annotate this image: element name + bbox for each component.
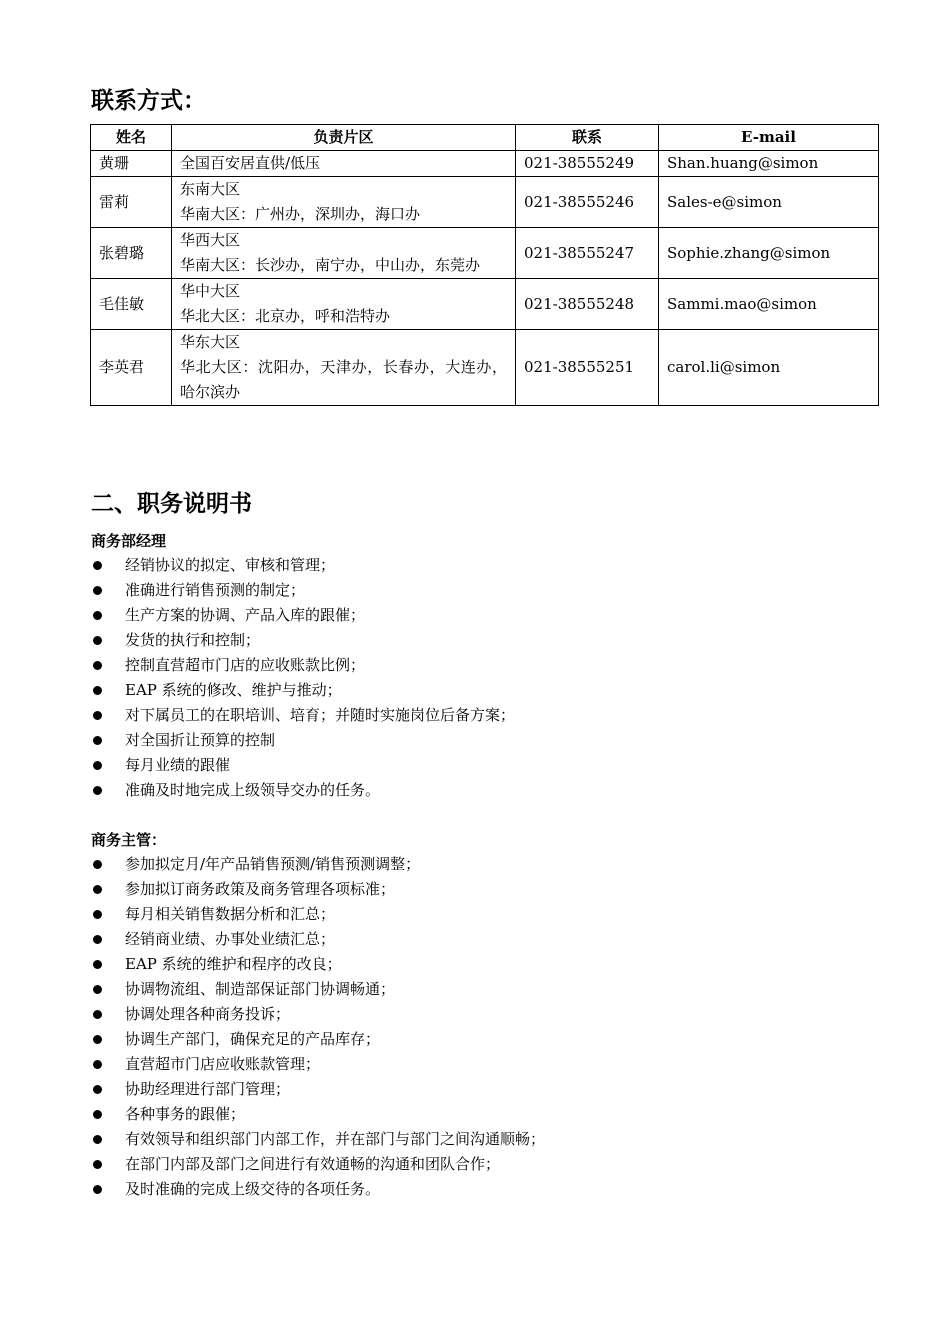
bullet-icon — [93, 1135, 102, 1144]
region-line: 华北大区：沈阳办，天津办，长春办，大连办，哈尔滨办 — [180, 358, 507, 401]
duty-text: 准确进行销售预测的制定； — [125, 581, 306, 599]
bullet-icon — [93, 1160, 102, 1169]
column-header-phone: 联系 — [516, 125, 659, 151]
list-item — [91, 678, 515, 703]
role-title-manager: 商务部经理 — [91, 532, 167, 550]
column-header-email: E-mail — [659, 125, 879, 151]
bullet-icon — [93, 636, 102, 645]
duty-text: EAP 系统的维护和程序的改良； — [125, 955, 342, 973]
cell-name: 黄珊 — [91, 151, 172, 177]
bullet-icon — [93, 686, 102, 695]
bullet-icon — [93, 960, 102, 969]
list-item — [91, 977, 545, 1002]
duty-text: 对全国折让预算的控制 — [125, 731, 276, 749]
duty-text: 协调物流组、制造部保证部门协调畅通； — [125, 980, 396, 998]
table-row — [91, 151, 879, 177]
bullet-icon — [93, 985, 102, 994]
duty-list-supervisor — [91, 852, 545, 1202]
region-line: 东南大区 — [180, 180, 241, 198]
list-item — [91, 753, 515, 778]
list-item — [91, 553, 515, 578]
duty-text: 准确及时地完成上级领导交办的任务。 — [125, 781, 381, 799]
table-row — [91, 330, 879, 406]
duty-text: 参加拟订商务政策及商务管理各项标准； — [125, 880, 396, 898]
list-item — [91, 703, 515, 728]
duty-text: 对下属员工的在职培训、培育；并随时实施岗位后备方案； — [125, 706, 516, 724]
duty-text: 各种事务的跟催； — [125, 1105, 246, 1123]
table-row — [91, 228, 879, 279]
cell-email: carol.li@simon — [659, 330, 879, 406]
region-line: 全国百安居直供/低压 — [180, 154, 321, 172]
duty-text: 有效领导和组织部门内部工作，并在部门与部门之间沟通顺畅； — [125, 1130, 546, 1148]
bullet-icon — [93, 860, 102, 869]
duty-text: 协调生产部门，确保充足的产品库存； — [125, 1030, 381, 1048]
list-item — [91, 1052, 545, 1077]
duty-text: 控制直营超市门店的应收账款比例； — [125, 656, 366, 674]
cell-region — [172, 279, 516, 330]
list-item — [91, 728, 515, 753]
cell-email: Sales-e@simon — [659, 177, 879, 228]
duties-heading: 二、职务说明书 — [91, 491, 252, 517]
contact-heading: 联系方式： — [91, 88, 206, 114]
role-title-supervisor: 商务主管： — [91, 831, 167, 849]
bullet-icon — [93, 935, 102, 944]
list-item — [91, 653, 515, 678]
list-item — [91, 578, 515, 603]
bullet-icon — [93, 561, 102, 570]
list-item — [91, 1177, 545, 1202]
list-item — [91, 603, 515, 628]
region-line: 华西大区 — [180, 231, 241, 249]
list-item — [91, 1152, 545, 1177]
bullet-icon — [93, 885, 102, 894]
list-item — [91, 1002, 545, 1027]
cell-phone: 021-38555251 — [516, 330, 659, 406]
list-item — [91, 877, 545, 902]
list-item — [91, 927, 545, 952]
list-item — [91, 852, 545, 877]
duty-text: 及时准确的完成上级交待的各项任务。 — [125, 1180, 381, 1198]
cell-name: 张碧璐 — [91, 228, 172, 279]
bullet-icon — [93, 586, 102, 595]
region-line: 华北大区：北京办，呼和浩特办 — [180, 307, 391, 325]
bullet-icon — [93, 1110, 102, 1119]
cell-email: Sophie.zhang@simon — [659, 228, 879, 279]
cell-phone: 021-38555246 — [516, 177, 659, 228]
duty-text: 经销协议的拟定、审核和管理； — [125, 556, 336, 574]
duty-text: 在部门内部及部门之间进行有效通畅的沟通和团队合作； — [125, 1155, 501, 1173]
duty-text: 发货的执行和控制； — [125, 631, 261, 649]
cell-email: Sammi.mao@simon — [659, 279, 879, 330]
cell-name: 雷莉 — [91, 177, 172, 228]
bullet-icon — [93, 736, 102, 745]
list-item — [91, 1102, 545, 1127]
duty-text: 协助经理进行部门管理； — [125, 1080, 291, 1098]
duty-text: 每月相关销售数据分析和汇总； — [125, 905, 336, 923]
bullet-icon — [93, 711, 102, 720]
bullet-icon — [93, 611, 102, 620]
bullet-icon — [93, 786, 102, 795]
duty-text: 直营超市门店应收账款管理； — [125, 1055, 321, 1073]
list-item — [91, 1127, 545, 1152]
region-line: 华南大区：广州办，深圳办，海口办 — [180, 205, 421, 223]
duty-list-manager — [91, 553, 515, 803]
duty-text: 经销商业绩、办事处业绩汇总； — [125, 930, 336, 948]
cell-phone: 021-38555249 — [516, 151, 659, 177]
cell-region — [172, 330, 516, 406]
column-header-region: 负责片区 — [172, 125, 516, 151]
region-line: 华中大区 — [180, 282, 241, 300]
bullet-icon — [93, 661, 102, 670]
table-row — [91, 279, 879, 330]
list-item — [91, 1077, 545, 1102]
duty-text: 协调处理各种商务投诉； — [125, 1005, 291, 1023]
duty-text: 参加拟定月/年产品销售预测/销售预测调整； — [125, 855, 421, 873]
column-header-name: 姓名 — [91, 125, 172, 151]
table-header-row — [91, 125, 879, 151]
bullet-icon — [93, 1060, 102, 1069]
table-row — [91, 177, 879, 228]
cell-region — [172, 228, 516, 279]
cell-phone: 021-38555247 — [516, 228, 659, 279]
bullet-icon — [93, 1185, 102, 1194]
region-line: 华东大区 — [180, 333, 241, 351]
bullet-icon — [93, 1085, 102, 1094]
region-line: 华南大区：长沙办，南宁办，中山办，东莞办 — [180, 256, 481, 274]
cell-region — [172, 177, 516, 228]
cell-region — [172, 151, 516, 177]
list-item — [91, 1027, 545, 1052]
duty-text: 生产方案的协调、产品入库的跟催； — [125, 606, 366, 624]
bullet-icon — [93, 1035, 102, 1044]
list-item — [91, 628, 515, 653]
bullet-icon — [93, 1010, 102, 1019]
cell-email: Shan.huang@simon — [659, 151, 879, 177]
duty-text: 每月业绩的跟催 — [125, 756, 231, 774]
list-item — [91, 778, 515, 803]
bullet-icon — [93, 910, 102, 919]
contact-table — [90, 124, 879, 406]
duty-text: EAP 系统的修改、维护与推动； — [125, 681, 342, 699]
list-item — [91, 902, 545, 927]
cell-name: 李英君 — [91, 330, 172, 406]
bullet-icon — [93, 761, 102, 770]
list-item — [91, 952, 545, 977]
cell-phone: 021-38555248 — [516, 279, 659, 330]
cell-name: 毛佳敏 — [91, 279, 172, 330]
